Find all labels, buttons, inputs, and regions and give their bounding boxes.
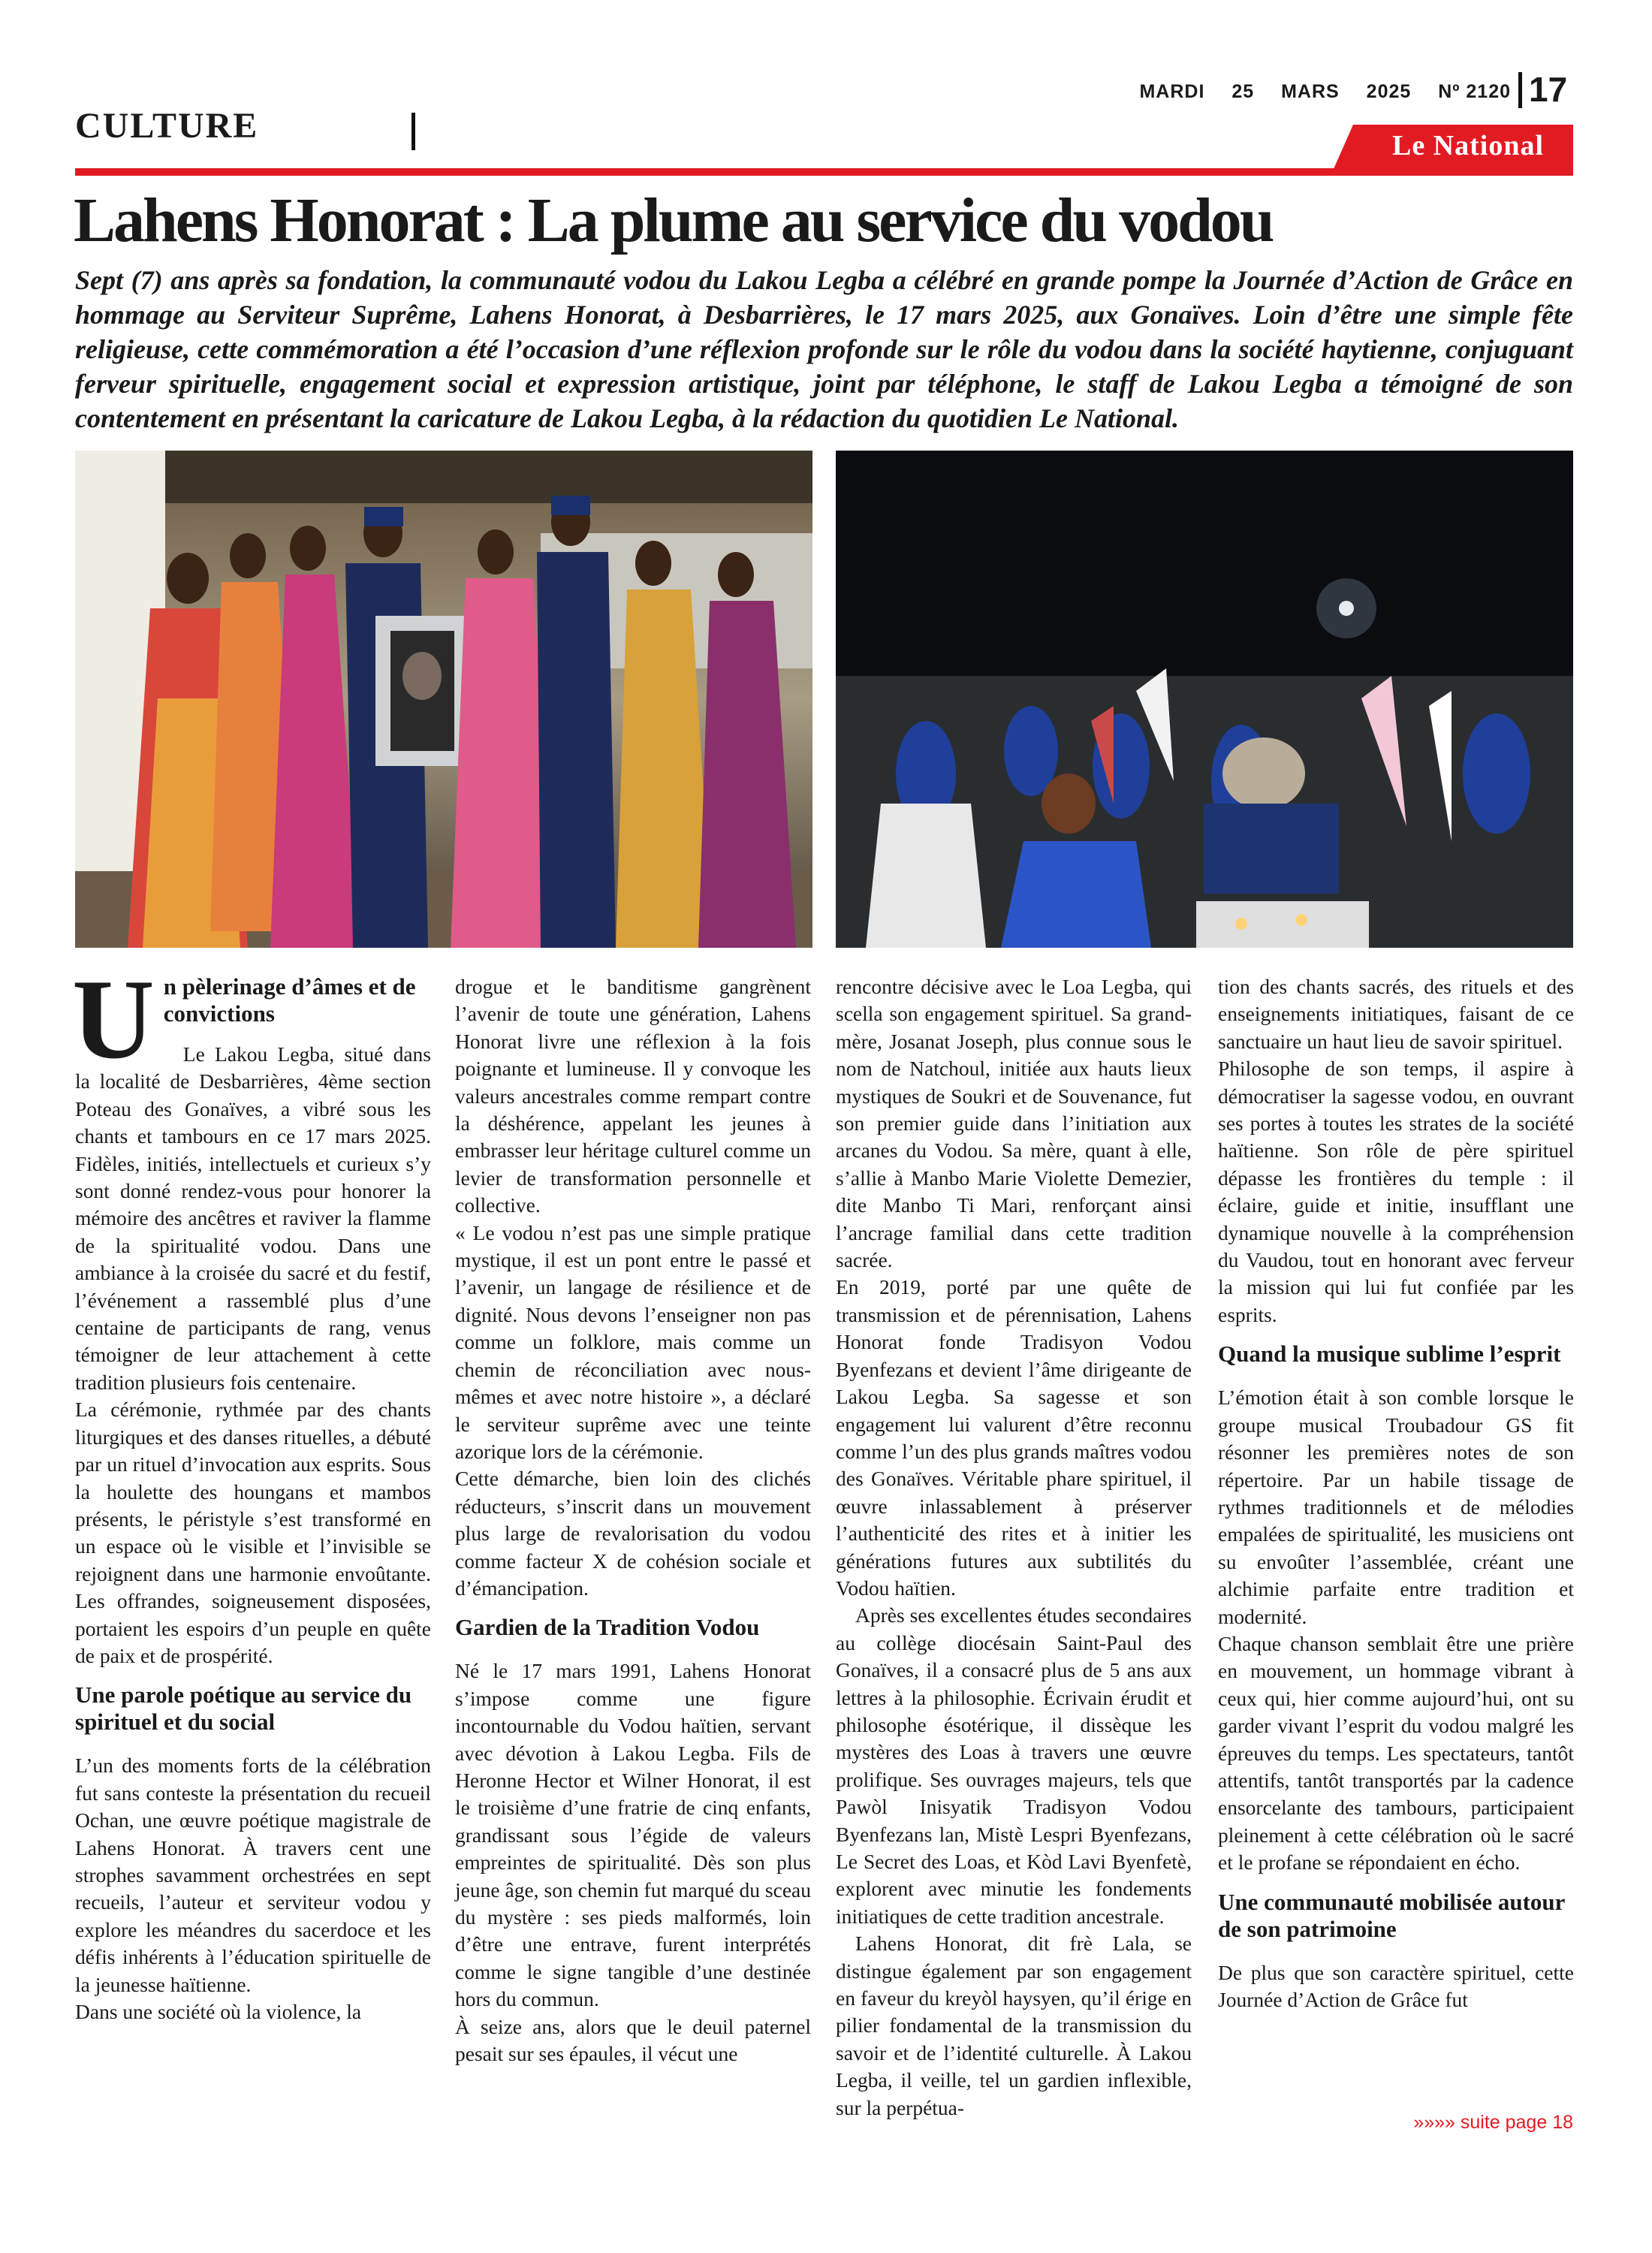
paragraph: De plus que son caractère spirituel, cette Journée d’Action de Grâce fut	[1218, 1960, 1574, 2011]
page-number-divider	[1518, 72, 1522, 108]
night-ceremony-photo	[836, 451, 1573, 948]
paragraph: drogue et le banditisme gangrènent l’avenir de toute une génération, Lahens Honorat livre une réflexion à la fois poignante et lumineuse. Il y convoque les valeurs ancestrales comme rempart contre la déshérence, appelant les jeunes à embrasser leur héritage culturel comme un levier de transformation personnelle et collective.	[455, 975, 811, 1217]
drop-cap: U	[72, 956, 155, 1082]
article-deck: Sept (7) ans après sa fondation, la communauté vodou du Lakou Legba a célébré en grande pompe la Journée d’Action de Grâce en hommage au Serviteur Suprême, Lahens Honorat, à Desbarrières, le 17 mars 2025, aux Gonaïves. Loin d’être une simple fête religieuse, cette commémoration a été l’occasion d’une réflexion profonde sur le rôle du vodou dans la société haytienne, conjuguant ferveur spirituelle, engagement social et expression artistique, joint par téléphone, le staff de Lakou Legba a témoigné de son contentement en présentant la caricature de Lakou Legba, à la rédaction du quotidien Le National.	[75, 265, 1573, 433]
paragraph: Né le 17 mars 1991, Lahens Honorat s’impose comme une figure incontournable du Vodou haïtien, servant avec dévotion à Lakou Legba. Fils de Heronne Hector et Wilner Honorat, il est le troisième d’une fratrie de cinq enfants, grandissant sous l’égide de valeurs empreintes de spiritualité. Dès son plus jeune âge, son chemin fut marqué du sceau du mystère : ses pieds malformés, loin d’être une entrave, furent interprétés comme le signe tangible d’une destinée hors du commun.	[455, 1659, 811, 2011]
date-line	[1051, 81, 1511, 103]
article-column-1	[72, 956, 431, 2025]
paragraph: L’un des moments forts de la célébration fut sans conteste la présentation du recueil Ochan, une œuvre poétique magistrale de Lahens Honorat. À travers cent une strophes savamment orchestrées en sept recueils, l’auteur et serviteur vodou y explore les méandres du sacerdoce et les défis inhérents à l’éducation spirituelle de la jeunesse haïtienne.	[75, 1754, 431, 1996]
brand-name: Le National	[1391, 130, 1545, 161]
paragraph: L’émotion était à son comble lorsque le groupe musical Troubadour GS fit résonner les premières notes de son répertoire. Par un habile tissage de rythmes traditionnels et de mélodies empalées de spiritualité, les musiciens ont su envoûter l’assemblée, créant une alchimie parfaite entre tradition et modernité.	[1218, 1386, 1574, 1628]
paragraph: « Le vodou n’est pas une simple pratique mystique, il est un pont entre le passé et l’avenir, un langage de résilience et de dignité. Nous devons l’enseigner non pas comme un folklore, mais comme un chemin de réconciliation avec nous-mêmes et avec notre histoire », a déclaré le serviteur suprême avec une teinte azorique lors de la cérémonie.	[455, 1220, 811, 1463]
section-heading: n pèlerinage d’âmes et de convictions	[163, 973, 416, 1027]
paragraph: Dans une société où la violence, la	[75, 2000, 362, 2023]
section-heading: Une parole poétique au service du spirituel et du social	[75, 1681, 412, 1736]
article-headline: Lahens Honorat : La plume au service du vodou	[74, 185, 1273, 255]
page-number: 17	[1529, 70, 1568, 109]
issue-year: 2025	[1366, 81, 1412, 102]
section-heading: Une communauté mobilisée autour de son patrimoine	[1218, 1888, 1565, 1942]
issue-day: MARDI	[1139, 81, 1205, 102]
issue-month: MARS	[1281, 81, 1340, 102]
issue-date-number: 25	[1231, 81, 1255, 102]
section-divider	[411, 113, 415, 150]
paragraph: Cette démarche, bien loin des clichés réducteurs, s’inscrit dans un mouvement plus large de revalorisation du vodou comme facteur X de cohésion sociale et d’émancipation.	[455, 1467, 811, 1600]
section-title: CULTURE	[75, 106, 259, 146]
paragraph: rencontre décisive avec le Loa Legba, qui scella son engagement spirituel. Sa grand-mère, Josanat Joseph, plus connue sous le nom de Natchoul, initiée aux hauts lieux mystiques de Soukri et de Souvenance, fut son premier guide dans l’initiation aux arcanes du Vodou. Sa mère, quant à elle, s’allie à Manbo Marie Violette Demezier, dite Manbo Ti Mari, renforçant ainsi l’ancrage familial dans cette tradition sacrée.	[836, 975, 1192, 1272]
paragraph: Le Lakou Legba, situé dans la localité de Desbarrières, 4ème section Poteau des Gonaïves, a vibré sous les chants et tambours en ce 17 mars 2025. Fidèles, initiés, intellectuels et curieux s’y sont donné rendez-vous pour honorer la mémoire des ancêtres et raviver la flamme de la spiritualité vodou. Dans une ambiance à la croisée du sacré et du festif, l’événement a rassemblé plus d’une centaine de participants de rang, venus témoigner de leur attachement à cette tradition plusieurs fois centenaire.	[75, 1042, 431, 1394]
paragraph: La cérémonie, rythmée par des chants liturgiques et des danses rituelles, a débuté par un rituel d’invocation aux esprits. Sous la houlette des houngans et mambos présents, le péristyle s’est transformé en un espace où le visible et l’invisible se rejoignent dans une harmonie envoûtante. Les offrandes, soigneusement disposées, portaient les espoirs d’un peuple en quête de paix et de prospérité.	[75, 1398, 431, 1667]
paragraph: Chaque chanson semblait être une prière en mouvement, un hommage vibrant à ceux qui, hier comme aujourd’hui, ont su garder vivant l’esprit du vodou malgré les épreuves du temps. Les spectateurs, tantôt attentifs, tantôt transportés par la cadence ensorcelante des tambours, participaient pleinement à cette célébration où le sacré et le profane se répondaient en écho.	[1218, 1631, 1574, 1874]
section-heading: Gardien de la Tradition Vodou	[455, 1614, 760, 1641]
group-photo	[75, 451, 812, 948]
section-heading: Quand la musique sublime l’esprit	[1218, 1341, 1561, 1368]
paragraph: Philosophe de son temps, il aspire à démocratiser la sagesse vodou, en ouvrant ses portes à toutes les strates de la société haïtienne. Son rôle de père spirituel dépasse les frontières du temple : il éclaire, guide et initie, insufflant une dynamique nouvelle à la compréhension du Vaudou, tout en honorant avec ferveur la mission qui lui fut confiée par les esprits.	[1218, 1057, 1574, 1326]
paragraph: À seize ans, alors que le deuil paternel pesait sur ses épaules, il vécut une	[455, 2014, 811, 2066]
paragraph: Lahens Honorat, dit frè Lala, se distingue également par son engagement en faveur du kreyòl haysyen, qu’il érige en pilier fondamental de la transmission du savoir et de l’identité culturelle. À Lakou Legba, il veille, tel un gardien inflexible, sur la perpétua-	[836, 1932, 1192, 2119]
paragraph: tion des chants sacrés, des rituels et des enseignements initiatiques, faisant de ce sanctuaire un haut lieu de savoir spirituel.	[1218, 975, 1574, 1053]
continuation-link[interactable]: »»»» suite page 18	[1413, 2112, 1573, 2133]
issue-number: Nº 2120	[1438, 81, 1511, 102]
article-column-3	[836, 973, 1192, 2122]
paragraph: En 2019, porté par une quête de transmission et de pérennisation, Lahens Honorat fonde Tradisyon Vodou Byenfezans et devient l’âme dirigeante de Lakou Legba. Sa sagesse et son engagement lui valurent d’être reconnu comme l’un des plus grands maîtres vodou des Gonaïves. Véritable phare spirituel, il œuvre inlassablement à préserver l’authenticité des rites et à initier les générations futures aux subtilités du Vodou haïtien.	[836, 1275, 1192, 1600]
article-column-2	[455, 973, 811, 2068]
paragraph: Après ses excellentes études secondaires au collège diocésain Saint-Paul des Gonaïves, il a consacré plus de 5 ans aux lettres à la philosophie. Écrivain érudit et philosophe ésotérique, il dissèque les mystères des Loas à travers une œuvre prolifique. Ses ouvrages majeurs, tels que Pawòl Inisyatik Tradisyon Vodou Byenfezans lan, Mistè Lespri Byenfezans, Le Secret des Loas, et Kòd Lavi Byenfetè, explorent avec minutie les fondements initiatiques de cette tradition ancestrale.	[836, 1603, 1192, 1928]
article-column-4	[1218, 973, 1574, 2013]
